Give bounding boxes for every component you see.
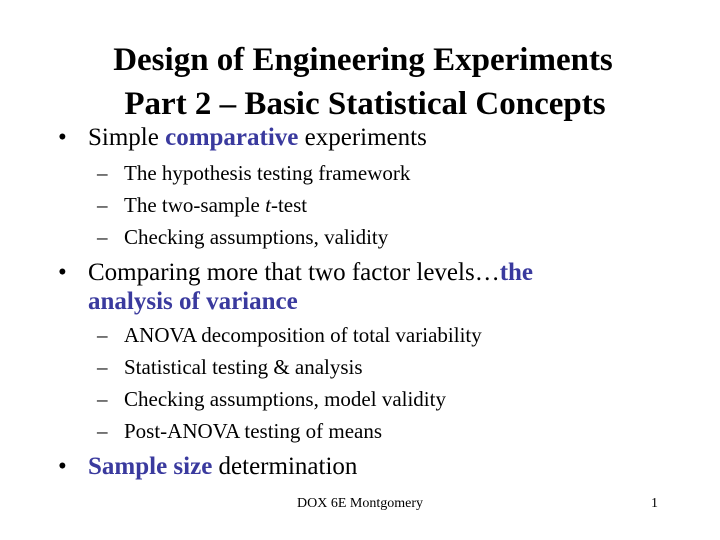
- sub-item-dash: –: [97, 323, 108, 347]
- bullet-text: [88, 452, 357, 481]
- sub-item-text-post: -test: [270, 193, 308, 217]
- bullet-marker: •: [58, 124, 67, 151]
- sub-item-text-pre: The two-sample: [124, 193, 266, 217]
- page-number: 1: [651, 496, 658, 511]
- slide-title: [0, 38, 720, 126]
- sub-item-text: Post-ANOVA testing of means: [124, 419, 383, 443]
- bullet-text-pre: Comparing more that two factor levels…: [88, 259, 500, 286]
- bullet-text: [88, 287, 298, 316]
- bullet-text-post: experiments: [298, 124, 427, 151]
- bullet-text-pre: Simple: [88, 124, 166, 151]
- bullet-marker: •: [58, 259, 67, 286]
- footer-text: DOX 6E Montgomery: [297, 496, 423, 511]
- sub-item-dash: –: [97, 419, 108, 443]
- bullet-highlight: analysis of variance: [88, 288, 298, 315]
- slide-title-line-1: Design of Engineering Experiments: [113, 42, 613, 78]
- bullet-highlight: the: [499, 259, 534, 286]
- sub-item-text: The hypothesis testing framework: [124, 161, 411, 185]
- sub-item-text: [124, 193, 307, 217]
- sub-item-text-italic: t: [265, 193, 271, 217]
- bullet-highlight: comparative: [165, 124, 299, 151]
- bullet-highlight: Sample size: [88, 453, 213, 480]
- sub-item-dash: –: [97, 225, 108, 249]
- sub-item-dash: –: [97, 193, 108, 217]
- sub-item-dash: –: [97, 387, 108, 411]
- bullet-marker: •: [58, 453, 67, 480]
- bullet-text: [88, 123, 427, 152]
- slide-title-line-2: Part 2 – Basic Statistical Concepts: [124, 86, 606, 122]
- bullet-text: [88, 258, 533, 287]
- sub-item-text: Checking assumptions, model validity: [124, 387, 446, 411]
- sub-item-dash: –: [97, 355, 108, 379]
- sub-item-text: Statistical testing & analysis: [124, 355, 363, 379]
- sub-item-dash: –: [97, 161, 108, 185]
- bullet-text-post: determination: [212, 453, 358, 480]
- sub-item-text: ANOVA decomposition of total variability: [124, 323, 482, 347]
- sub-item-text: Checking assumptions, validity: [124, 225, 389, 249]
